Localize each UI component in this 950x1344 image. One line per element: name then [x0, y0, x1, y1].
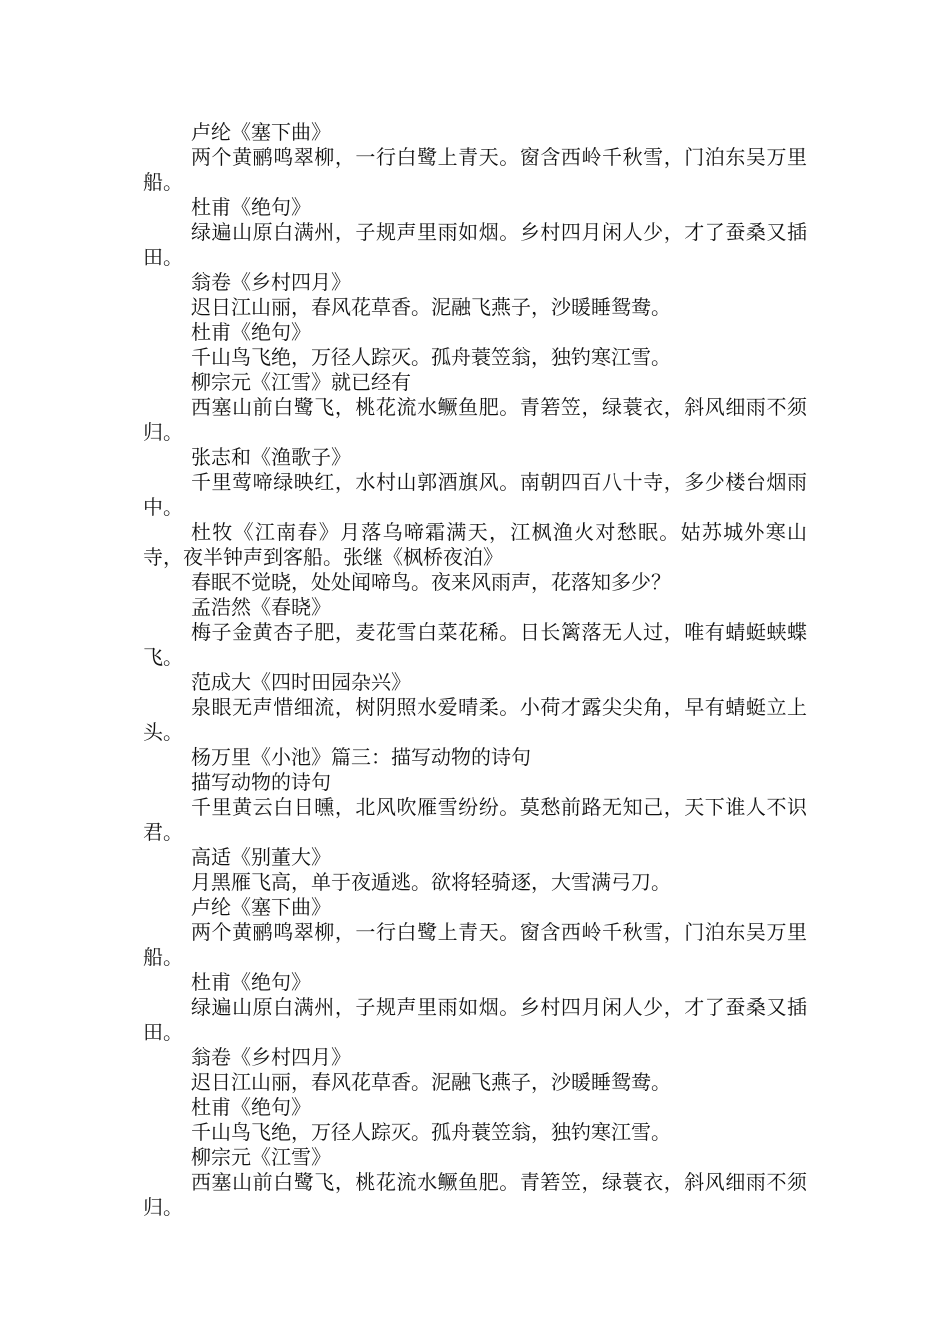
poem-text: 千山鸟飞绝，万径人踪灭。孤舟蓑笠翁，独钓寒江雪。: [191, 1120, 671, 1144]
poem-text: 两个黄鹂鸣翠柳，一行白鹭上青天。窗含西岭千秋雪，门泊东吴万里船。: [143, 145, 807, 194]
section-heading: 杨万里《小池》篇三：描写动物的诗句: [191, 745, 531, 769]
poem-text: 春眠不觉晓，处处闻啼鸟。夜来风雨声，花落知多少？: [191, 570, 671, 594]
poem-text: 绿遍山原白满州，子规声里雨如烟。乡村四月闲人少，才了蚕桑又插田。: [143, 995, 807, 1044]
poem-attribution: 柳宗元《江雪》: [191, 1145, 331, 1169]
poem-text: 梅子金黄杏子肥，麦花雪白菜花稀。日长篱落无人过，唯有蜻蜓蛱蝶飞。: [143, 620, 807, 669]
poem-text: 绿遍山原白满州，子规声里雨如烟。乡村四月闲人少，才了蚕桑又插田。: [143, 220, 807, 269]
poem-attribution: 杜甫《绝句》: [191, 195, 311, 219]
poem-text: 千里莺啼绿映红，水村山郭酒旗风。南朝四百八十寺，多少楼台烟雨中。: [143, 470, 807, 519]
poem-text: 月黑雁飞高，单于夜遁逃。欲将轻骑逐，大雪满弓刀。: [191, 870, 671, 894]
poem-attribution: 杜甫《绝句》: [191, 1095, 311, 1119]
poem-text: 迟日江山丽，春风花草香。泥融飞燕子，沙暖睡鸳鸯。: [191, 295, 671, 319]
poem-attribution: 卢纶《塞下曲》: [191, 895, 331, 919]
poem-attribution: 杜甫《绝句》: [191, 320, 311, 344]
poem-attribution: 卢纶《塞下曲》: [191, 120, 331, 144]
poem-text: 泉眼无声惜细流，树阴照水爱晴柔。小荷才露尖尖角，早有蜻蜓立上头。: [143, 695, 807, 744]
poem-attribution: 翁卷《乡村四月》: [191, 1045, 351, 1069]
poem-attribution: 张志和《渔歌子》: [191, 445, 351, 469]
poem-text: 西塞山前白鹭飞，桃花流水鳜鱼肥。青箬笠，绿蓑衣，斜风细雨不须归。: [143, 395, 807, 444]
poem-text: 两个黄鹂鸣翠柳，一行白鹭上青天。窗含西岭千秋雪，门泊东吴万里船。: [143, 920, 807, 969]
poem-attribution: 翁卷《乡村四月》: [191, 270, 351, 294]
document-body: [143, 120, 807, 1220]
poem-attribution: 杜甫《绝句》: [191, 970, 311, 994]
poem-text: 千里黄云白日曛，北风吹雁雪纷纷。莫愁前路无知己，天下谁人不识君。: [143, 795, 807, 844]
poem-attribution: 孟浩然《春晓》: [191, 595, 331, 619]
poem-text: 千山鸟飞绝，万径人踪灭。孤舟蓑笠翁，独钓寒江雪。: [191, 345, 671, 369]
poem-attribution: 柳宗元《江雪》就已经有: [191, 370, 411, 394]
section-heading: 描写动物的诗句: [191, 770, 331, 794]
poem-text: 杜牧《江南春》月落乌啼霜满天，江枫渔火对愁眠。姑苏城外寒山寺，夜半钟声到客船。张继《枫桥夜泊》: [143, 520, 807, 569]
poem-text: 西塞山前白鹭飞，桃花流水鳜鱼肥。青箬笠，绿蓑衣，斜风细雨不须归。: [143, 1170, 807, 1219]
poem-attribution: 范成大《四时田园杂兴》: [191, 670, 411, 694]
poem-attribution: 高适《别董大》: [191, 845, 331, 869]
poem-text: 迟日江山丽，春风花草香。泥融飞燕子，沙暖睡鸳鸯。: [191, 1070, 671, 1094]
